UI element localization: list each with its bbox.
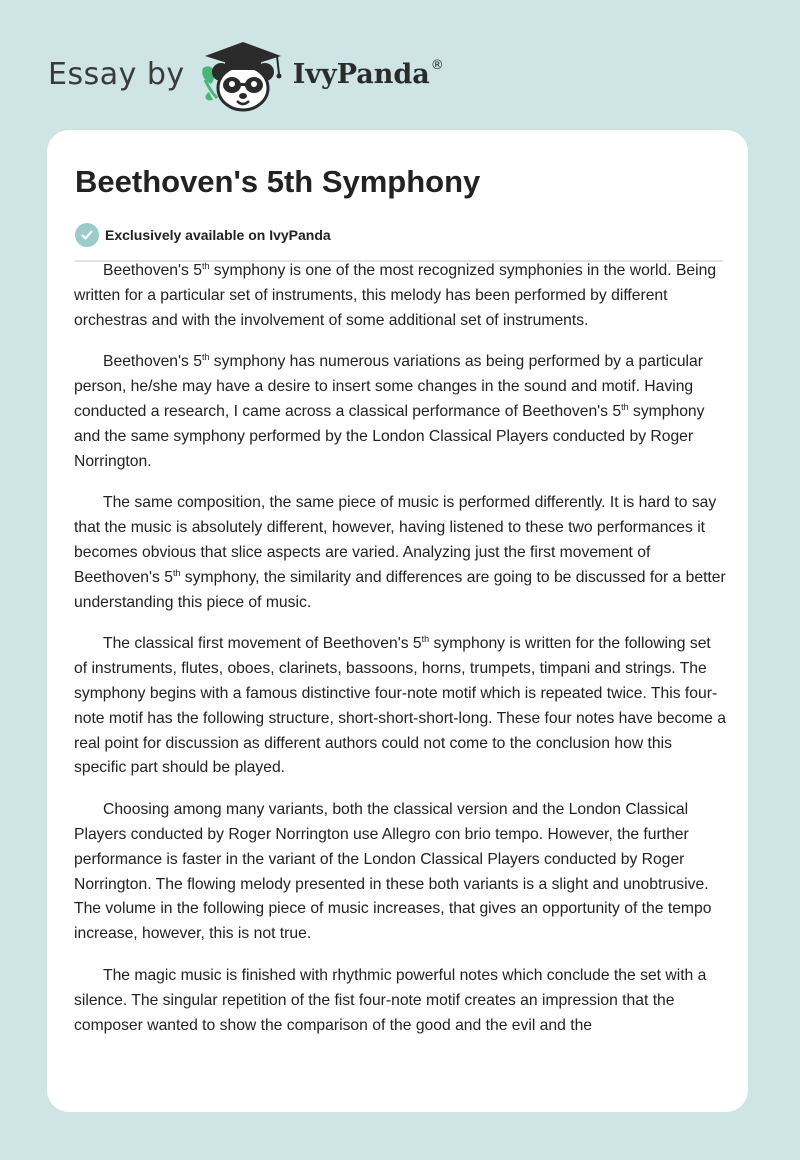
essay-by-label: Essay by xyxy=(48,56,185,92)
essay-body xyxy=(74,259,726,1055)
paragraph-4: The classical first movement of Beethoven's 5th symphony is written for the following set of instruments, flutes, oboes, clarinets, bassoons, horns, trumpets, timpani and strings. The symphony begins with a famous distinctive four-note motif which is repeated twice. This four-note motif has the following structure, short-short-short-long. These four notes have become a real point for discussion as different authors could not come to the conclusion how this specific part should be played. xyxy=(74,634,726,777)
essay-card xyxy=(47,130,748,1112)
brand-name[interactable]: IvyPanda® xyxy=(292,58,444,90)
paragraph-6: The magic music is finished with rhythmic powerful notes which conclude the set with a silence. The singular repetition of the fist four-note motif creates an impression that the composer wanted to show the comparison of the good and the evil and the xyxy=(74,966,707,1034)
panda-graduate-icon[interactable] xyxy=(199,34,287,114)
paragraph-5: Choosing among many variants, both the classical version and the London Classical Players conducted by Roger Norrington use Allegro con brio tempo. However, the further performance is faster in the variant of the London Classical Players conducted by Roger Norrington. The flowing melody presented in these both variants is a slight and unobtrusive. The volume in the following piece of music increases, that gives an opportunity of the tempo increase, however, this is not true. xyxy=(74,801,712,943)
check-circle-icon xyxy=(75,223,99,247)
registered-mark: ® xyxy=(430,58,444,73)
exclusive-text: Exclusively available on IvyPanda xyxy=(105,227,331,243)
page-title: Beethoven's 5th Symphony xyxy=(75,164,481,199)
exclusive-badge xyxy=(75,223,331,247)
paragraph-3: The same composition, the same piece of music is performed differently. It is hard to say that the music is absolutely different, however, having listened to these two performances it becomes obvious that slice aspects are varied. Analyzing just the first movement of Beethoven's 5th symphony, the similarity and differences are going to be discussed for a better understanding this piece of music. xyxy=(74,494,726,611)
site-header xyxy=(48,34,444,114)
paragraph-1: Beethoven's 5th symphony is one of the most recognized symphonies in the world. Being written for a particular set of instruments, this melody has been performed by different orchestras and with the involvement of some additional set of instruments. xyxy=(74,261,717,329)
paragraph-2: Beethoven's 5th symphony has numerous variations as being performed by a particular person, he/she may have a desire to insert some changes in the sound and motif. Having conducted a research, I came across a classical performance of Beethoven's 5th symphony and the same symphony performed by the London Classical Players conducted by Roger Norrington. xyxy=(74,352,705,470)
